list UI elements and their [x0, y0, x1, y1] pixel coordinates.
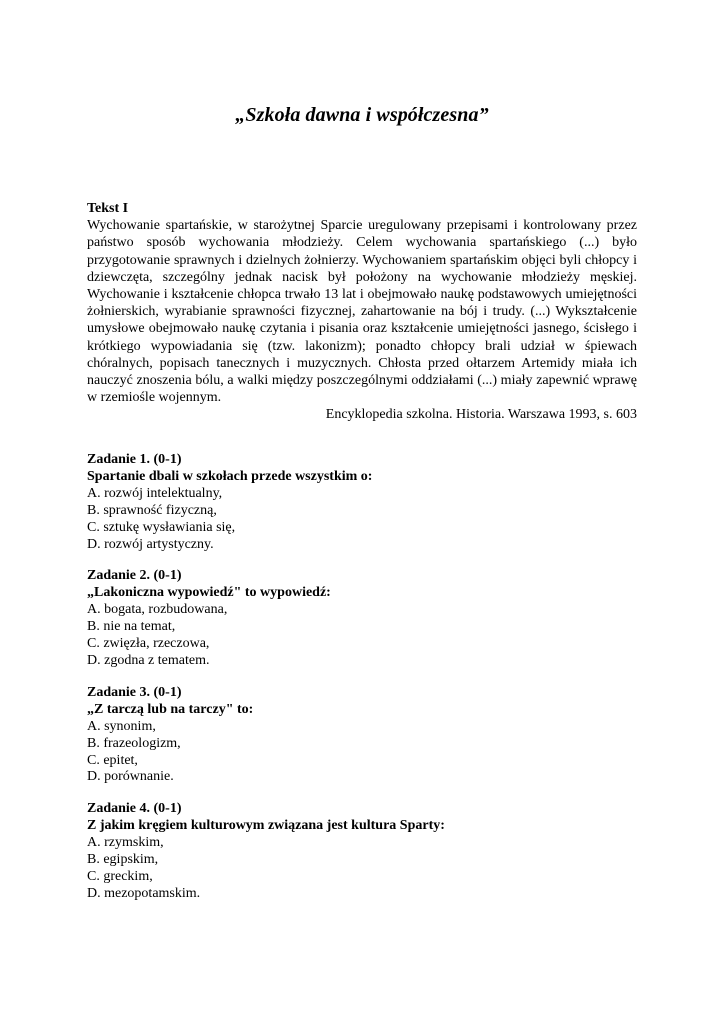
task-option: B. sprawność fizyczną, [87, 502, 217, 518]
task-header: Zadanie 4. (0-1) [87, 801, 182, 817]
text-source: Encyklopedia szkolna. Historia. Warszawa 1993, s. 603 [325, 407, 637, 423]
task-3 [87, 685, 637, 786]
task-option: C. greckim, [87, 868, 153, 884]
task-header: Zadanie 2. (0-1) [87, 568, 182, 584]
task-option: C. epitet, [87, 752, 138, 768]
task-option: D. mezopotamskim. [87, 885, 201, 901]
task-1 [87, 452, 637, 553]
task-header: Zadanie 3. (0-1) [87, 684, 182, 700]
task-4 [87, 801, 637, 902]
task-option: B. egipskim, [87, 852, 159, 868]
text-body: Wychowanie spartańskie, w starożytnej Sparcie uregulowany przepisami i kontrolowany przez państwo sposób wychowania młodzieży. Celem wychowania spartańskiego (...) było przygotowanie sprawnych i dzielnych żołnierzy. Wychowaniem spartańskim objęci byli chłopcy i dziewczęta, szczególny jednak nacisk był położony na wychowanie młodzieży męskiej. Wychowanie i kształcenie chłopca trwało 13 lat i obejmowało naukę podstawowych umiejętności żołnierskich, wyrabianie sprawności fizycznej, zahartowanie na bój i trudy. (...) Wykształcenie umysłowe obejmowało naukę czytania i pisania oraz kształcenie umiejętności jasnego, ścisłego i krótkiego wypowiadania się (tzw. lakonizm); ponadto chłopcy brali udział w śpiewach chóralnych, popisach tanecznych i muzycznych. Chłosta przed ołtarzem Artemidy miała ich nauczyć znoszenia bólu, a walki między poszczególnymi oddziałami (...) miały zapewnić wprawę w rzemiośle wojennym. [87, 218, 637, 406]
task-header: Zadanie 1. (0-1) [87, 452, 182, 467]
task-option: C. sztukę wysławiania się, [87, 519, 236, 535]
task-2 [87, 568, 637, 669]
task-option: B. frazeologizm, [87, 735, 181, 751]
task-option: D. zgodna z tematem. [87, 652, 210, 668]
text-label: Tekst I [87, 201, 129, 216]
task-question: „Lakoniczna wypowiedź" to wypowiedź: [87, 585, 331, 601]
task-list [87, 452, 637, 918]
task-option: D. rozwój artystyczny. [87, 536, 214, 552]
text-passage [87, 200, 637, 424]
task-option: C. zwięzła, rzeczowa, [87, 636, 210, 652]
task-question: „Z tarczą lub na tarczy" to: [87, 701, 254, 717]
task-option: A. synonim, [87, 718, 156, 734]
task-option: A. rozwój intelektualny, [87, 485, 223, 501]
task-option: A. rzymskim, [87, 835, 164, 851]
page-title: „Szkoła dawna i współczesna” [235, 104, 489, 126]
task-question: Z jakim kręgiem kulturowym związana jest kultura Sparty: [87, 818, 445, 834]
task-option: B. nie na temat, [87, 619, 176, 635]
task-question: Spartanie dbali w szkołach przede wszystkim o: [87, 468, 373, 484]
task-option: A. bogata, rozbudowana, [87, 602, 228, 618]
task-option: D. porównanie. [87, 769, 174, 785]
